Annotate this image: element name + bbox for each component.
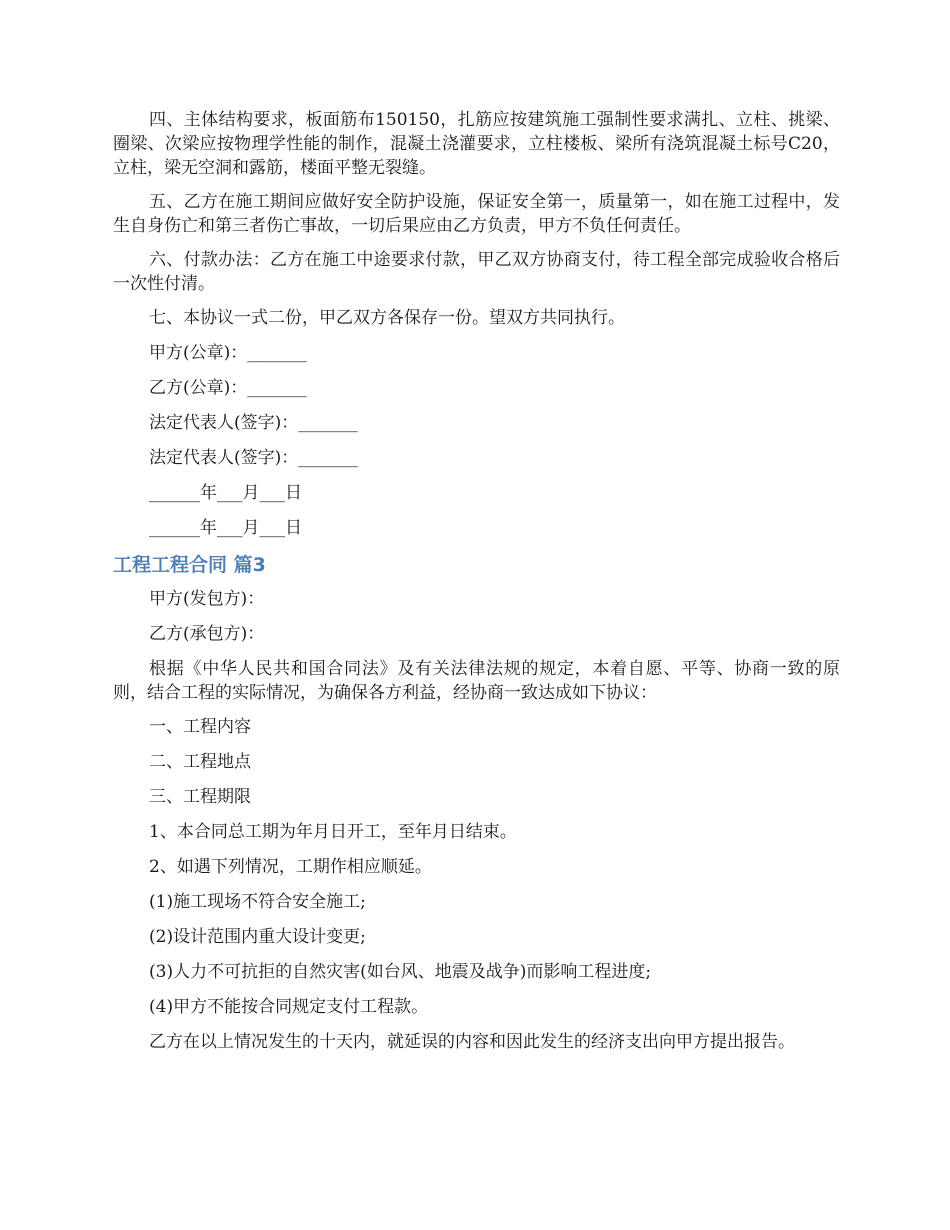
party-a-seal-line: 甲方(公章)：_______ [149, 343, 307, 363]
preamble-paragraph: 根据《中华人民共和国合同法》及有关法律法规的规定，本着自愿、平等、协商一致的原则，结合工程的实际情况，为确保各方利益，经协商一致达成如下协议： [113, 659, 840, 703]
clause-4-paragraph: 四、主体结构要求，板面筋布150150，扎筋应按建筑施工强制性要求满扎、立柱、挑梁、圈梁、次梁应按物理学性能的制作，混凝土浇灌要求，立柱楼板、梁所有浇筑混凝土标号C20，立柱，梁无空洞和露筋，楼面平整无裂缝。 [113, 110, 840, 178]
delay-condition-item: (4)甲方不能按合同规定支付工程款。 [149, 997, 429, 1017]
date-line: ______年___月___日 [149, 483, 302, 503]
party-b-seal-line: 乙方(公章)：_______ [149, 378, 307, 398]
section-item-location: 二、工程地点 [149, 752, 251, 772]
delay-condition-item: (3)人力不可抗拒的自然灾害(如台风、地震及战争)而影响工程进度; [149, 962, 652, 982]
party-b-line: 乙方(承包方)： [149, 624, 265, 644]
section-item-content: 一、工程内容 [149, 717, 251, 737]
legal-rep-signature-line: 法定代表人(签字)：_______ [149, 413, 358, 433]
document-page [113, 108, 840, 1064]
report-paragraph: 乙方在以上情况发生的十天内，就延误的内容和因此发生的经济支出向甲方提出报告。 [149, 1032, 795, 1052]
delay-condition-item: (2)设计范围内重大设计变更; [149, 927, 366, 947]
delay-condition-item: (1)施工现场不符合安全施工; [149, 892, 366, 912]
party-a-line: 甲方(发包方)： [149, 589, 265, 609]
date-line: ______年___月___日 [149, 518, 302, 538]
section-item-period: 三、工程期限 [149, 787, 251, 807]
clause-6-paragraph: 六、付款办法：乙方在施工中途要求付款，甲乙双方协商支付，待工程全部完成验收合格后一次性付清。 [113, 250, 840, 294]
clause-5-paragraph: 五、乙方在施工期间应做好安全防护设施，保证安全第一，质量第一，如在施工过程中，发生自身伤亡和第三者伤亡事故，一切后果应由乙方负责，甲方不负任何责任。 [113, 192, 840, 236]
period-clause-2: 2、如遇下列情况，工期作相应顺延。 [149, 857, 432, 877]
clause-7-paragraph: 七、本协议一式二份，甲乙双方各保存一份。望双方共同执行。 [149, 308, 625, 328]
period-clause-1: 1、本合同总工期为年月日开工，至年月日结束。 [149, 822, 517, 842]
legal-rep-signature-line: 法定代表人(签字)：_______ [149, 448, 358, 468]
section-heading: 工程工程合同 篇3 [113, 554, 266, 576]
